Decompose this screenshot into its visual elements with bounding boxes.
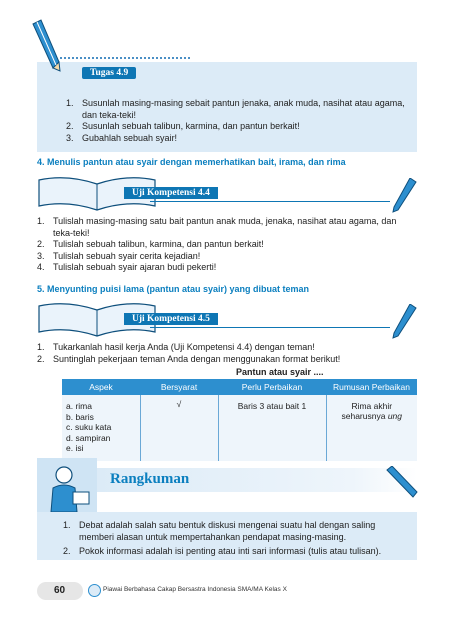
rumusan-word: ung bbox=[387, 411, 402, 421]
footer-emblem-icon bbox=[88, 584, 101, 597]
rumusan-text: Rima akhir seharusnya bbox=[341, 401, 393, 421]
aspect-item: e. isi bbox=[66, 443, 84, 453]
list-item: 4. Tulislah sebuah syair ajaran budi pekerti! bbox=[37, 262, 217, 272]
uji-44-rule bbox=[150, 201, 390, 202]
pencil-icon bbox=[23, 18, 63, 77]
table-header: Aspek bbox=[62, 379, 140, 395]
uji-44-badge: Uji Kompetensi 4.4 bbox=[124, 187, 218, 199]
perlu-cell: Baris 3 atau bait 1 bbox=[218, 395, 326, 461]
list-item: 2. Suntinglah pekerjaan teman Anda dengan menggunakan format berikut! bbox=[37, 353, 341, 364]
table-row bbox=[62, 395, 417, 461]
footer-book-title: Piawai Berbahasa Cakap Bersastra Indonesia SMA/MA Kelas X bbox=[103, 586, 287, 593]
table-title: Pantun atau syair .... bbox=[236, 367, 324, 377]
list-item: 2. Tulislah sebuah talibun, karmina, dan pantun berkait! bbox=[37, 239, 264, 249]
tugas-list bbox=[66, 98, 411, 144]
list-item: 3. Gubahlah sebuah syair! bbox=[66, 132, 178, 143]
tugas-badge: Tugas 4.9 bbox=[82, 67, 136, 79]
list-item: 2. Susunlah sebuah talibun, karmina, dan pantun berkait! bbox=[66, 121, 300, 131]
table-header: Perlu Perbaikan bbox=[218, 379, 326, 395]
list-item: 1. Tulislah masing-masing satu bait pantun anak muda, jenaka, nasihat atau agama, dan teka-teki! bbox=[37, 216, 397, 238]
pen-icon bbox=[390, 304, 418, 345]
editing-table bbox=[62, 379, 417, 461]
uji-44-list bbox=[37, 216, 417, 274]
aspect-item: c. suku kata bbox=[66, 422, 112, 432]
table-header: Bersyarat bbox=[140, 379, 218, 395]
rumusan-cell bbox=[326, 395, 417, 461]
section-5-heading: 5. Menyunting puisi lama (pantun atau syair) yang dibuat teman bbox=[37, 284, 310, 294]
table-header: Rumusan Perbaikan bbox=[326, 379, 417, 395]
uji-45-badge: Uji Kompetensi 4.5 bbox=[124, 313, 218, 325]
uji-45-list bbox=[37, 342, 417, 365]
aspect-item: b. baris bbox=[66, 411, 94, 422]
section-4-heading: 4. Menulis pantun atau syair dengan memerhatikan bait, irama, dan rima bbox=[37, 157, 346, 167]
aspect-cell bbox=[62, 395, 140, 461]
bersyarat-cell: √ bbox=[140, 395, 218, 461]
list-item: 1. Debat adalah salah satu bentuk diskusi mengenai suatu hal dengan saling memberi alasan untuk mempertahankan pendapat masing-masing. bbox=[63, 520, 376, 542]
list-item: 2. Pokok informasi adalah isi penting atau inti sari informasi (tulis atau tulisan). bbox=[63, 546, 382, 556]
rangkuman-title: Rangkuman bbox=[110, 471, 190, 487]
page-number: 60 bbox=[54, 585, 66, 596]
uji-45-rule bbox=[150, 327, 390, 328]
list-item: 1. Tukarkanlah hasil kerja Anda (Uji Kompetensi 4.4) dengan teman! bbox=[37, 342, 315, 352]
pencil-icon bbox=[383, 466, 419, 503]
list-item: 1. Susunlah masing-masing sebait pantun jenaka, anak muda, nasihat atau agama, dan teka-teki! bbox=[66, 98, 405, 120]
aspect-item: d. sampiran bbox=[66, 432, 111, 443]
aspect-item: a. rima bbox=[66, 401, 92, 411]
rangkuman-list bbox=[63, 520, 411, 558]
pen-icon bbox=[390, 178, 418, 219]
list-item: 3. Tulislah sebuah syair cerita kejadian! bbox=[37, 250, 201, 261]
